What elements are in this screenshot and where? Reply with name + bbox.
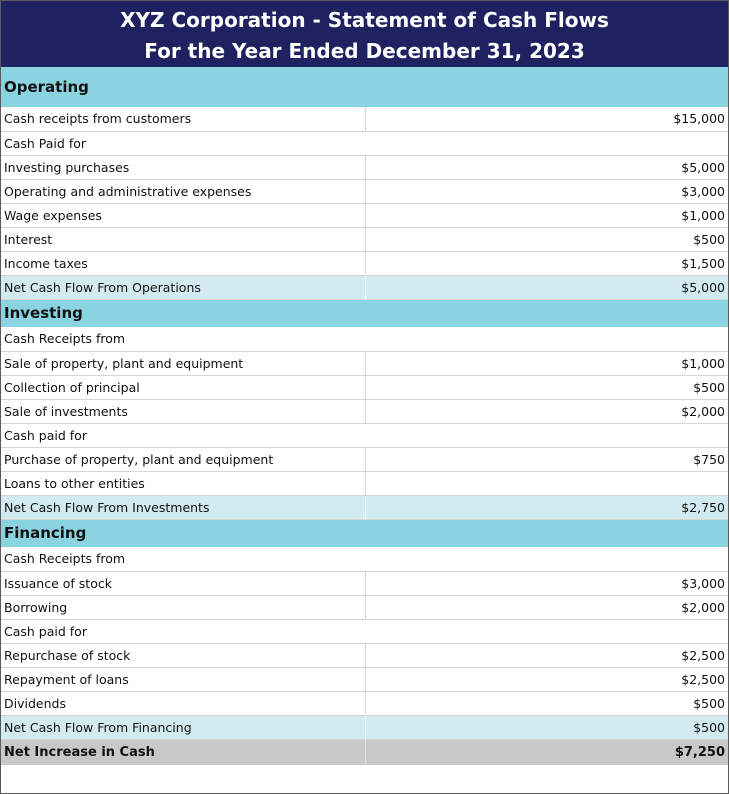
table-row — [1, 423, 728, 447]
row-label: Purchase of property, plant and equipment — [1, 447, 365, 471]
row-label: Interest — [1, 227, 365, 251]
subtotal-value: $500 — [365, 715, 728, 739]
row-label: Wage expenses — [1, 203, 365, 227]
row-value: $3,000 — [365, 571, 728, 595]
table-row — [1, 447, 728, 471]
row-label: Repayment of loans — [1, 667, 365, 691]
subtotal-label: Net Cash Flow From Investments — [1, 495, 365, 519]
statement-title: XYZ Corporation - Statement of Cash Flows — [120, 8, 609, 32]
row-value: $500 — [365, 691, 728, 715]
section-investing — [1, 299, 728, 327]
row-value — [365, 471, 728, 495]
section-financing — [1, 519, 728, 547]
row-label: Cash Receipts from — [1, 547, 728, 571]
row-label: Cash paid for — [1, 619, 728, 643]
row-value: $3,000 — [365, 179, 728, 203]
row-label: Collection of principal — [1, 375, 365, 399]
row-label: Dividends — [1, 691, 365, 715]
row-label: Operating and administrative expenses — [1, 179, 365, 203]
table-row — [1, 571, 728, 595]
row-value: $1,000 — [365, 203, 728, 227]
statement-header — [1, 1, 728, 67]
table-row — [1, 327, 728, 351]
subtotal-value: $2,750 — [365, 495, 728, 519]
row-label: Investing purchases — [1, 155, 365, 179]
subtotal-row-operations — [1, 275, 728, 299]
subtotal-row-financing — [1, 715, 728, 739]
table-row — [1, 155, 728, 179]
row-value: $1,500 — [365, 251, 728, 275]
row-label: Borrowing — [1, 595, 365, 619]
row-value: $2,500 — [365, 643, 728, 667]
table-row — [1, 619, 728, 643]
total-row-net-increase — [1, 739, 728, 765]
row-label: Cash Paid for — [1, 131, 728, 155]
section-heading: Investing — [1, 299, 728, 327]
table-row — [1, 179, 728, 203]
table-row — [1, 351, 728, 375]
subtotal-value: $5,000 — [365, 275, 728, 299]
row-value: $1,000 — [365, 351, 728, 375]
table-row — [1, 471, 728, 495]
row-value: $2,000 — [365, 595, 728, 619]
row-label: Sale of property, plant and equipment — [1, 351, 365, 375]
row-label: Sale of investments — [1, 399, 365, 423]
row-label: Loans to other entities — [1, 471, 365, 495]
statement-table — [1, 67, 728, 765]
subtotal-label: Net Cash Flow From Operations — [1, 275, 365, 299]
row-value: $500 — [365, 375, 728, 399]
table-row — [1, 227, 728, 251]
row-value: $5,000 — [365, 155, 728, 179]
row-value: $750 — [365, 447, 728, 471]
statement-period: For the Year Ended December 31, 2023 — [144, 39, 585, 63]
row-label: Repurchase of stock — [1, 643, 365, 667]
row-value: $500 — [365, 227, 728, 251]
total-value: $7,250 — [365, 739, 728, 765]
row-label: Cash Receipts from — [1, 327, 728, 351]
row-value: $2,000 — [365, 399, 728, 423]
table-row — [1, 107, 728, 131]
table-row — [1, 251, 728, 275]
row-value: $2,500 — [365, 667, 728, 691]
table-row — [1, 131, 728, 155]
subtotal-row-investments — [1, 495, 728, 519]
table-row — [1, 667, 728, 691]
table-row — [1, 399, 728, 423]
total-label: Net Increase in Cash — [1, 739, 365, 765]
subtotal-label: Net Cash Flow From Financing — [1, 715, 365, 739]
table-row — [1, 547, 728, 571]
row-value: $15,000 — [365, 107, 728, 131]
table-row — [1, 375, 728, 399]
table-row — [1, 203, 728, 227]
section-heading: Operating — [1, 67, 728, 107]
row-label: Issuance of stock — [1, 571, 365, 595]
table-row — [1, 691, 728, 715]
row-label: Cash paid for — [1, 423, 728, 447]
row-label: Income taxes — [1, 251, 365, 275]
section-operating — [1, 67, 728, 107]
row-label: Cash receipts from customers — [1, 107, 365, 131]
table-row — [1, 595, 728, 619]
table-row — [1, 643, 728, 667]
section-heading: Financing — [1, 519, 728, 547]
